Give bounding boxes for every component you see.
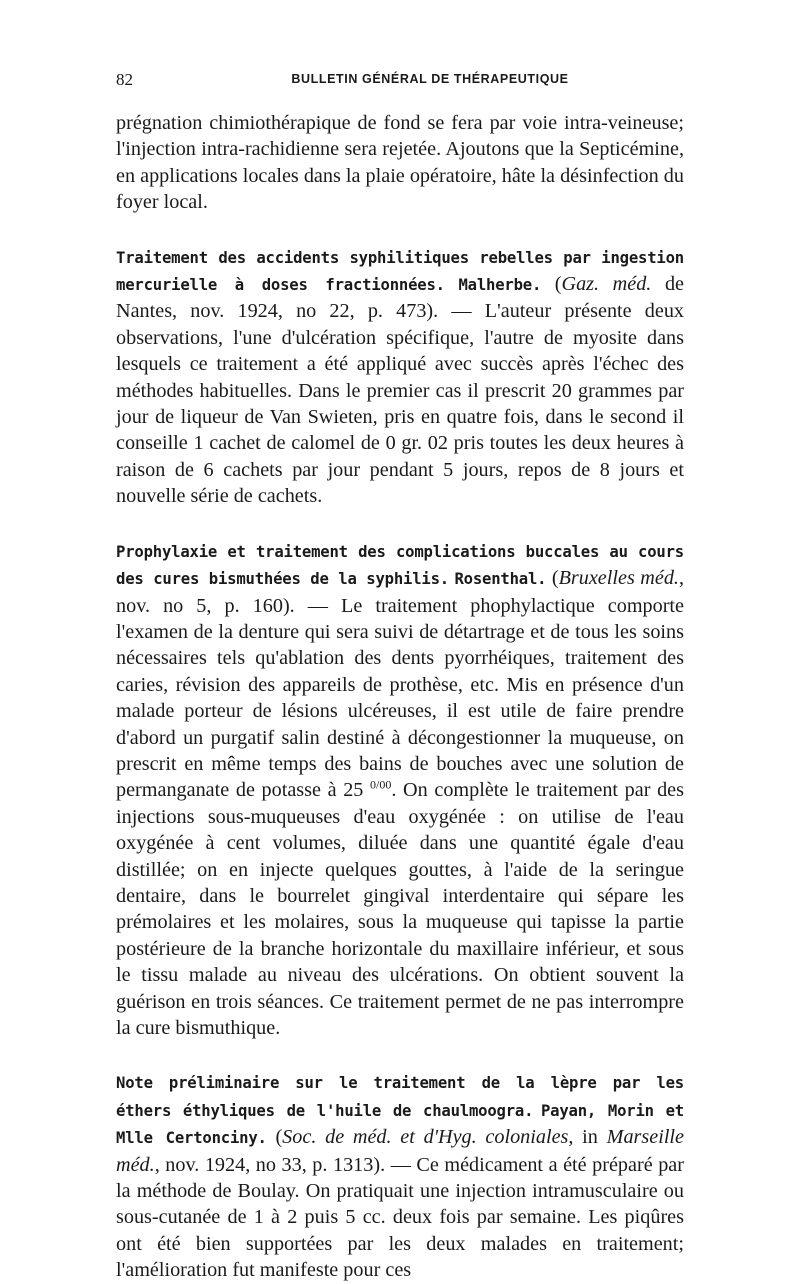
article-body: — Ce médicament a été préparé par la méthode de Boulay. On pratiquait une injection intramusculaire ou sous-cutanée de 1 à 2 puis 5 cc. deux fois par semaine. Les piqûres ont été bien supportées par les deux malades en traitement; l'amélioration fut manifeste pour ces [116,1153,684,1282]
running-head [116,66,684,96]
ref-open: ( [551,567,559,590]
article-body: — Le traitement phophylactique comporte l'examen de la denture qui sera suivi de détartrage et de tous les soins nécessaires tels qu'ablation des dents pyorrhéiques, traitement des caries, révision des appareils de prothèse, etc. Mis en présence d'un malade porteur de lésions ulcéreuses, il est utile de faire prendre d'abord un purgatif salin destiné à décongestionner la muqueuse, on prescrit en même temps des bains de bouches avec une solution de permanganate de potasse à 25 [116,594,684,802]
ref-open: ( [275,1126,283,1149]
article-title: Note préliminaire sur le traitement de la lèpre par les éthers éthyliques de l'huile de chaulmoogra. [116,1074,684,1120]
ref-open: ( [554,273,562,296]
journal-citation: Bruxelles méd. [558,567,679,590]
page-number: 82 [116,70,133,89]
article-rosenthal [116,538,684,1042]
article-body-continued: . On complète le traitement par des injections sous-muqueuses d'eau oxygénée : on utilise de l'eau oxygénée à cent volumes, diluée dans une quantité égale d'eau distillée; on en injecte quelques gouttes, à l'aide de la seringue dentaire, dans le bourrelet gingival interdentaire qui sépare les prémolaires et les molaires, sous la muqueuse qui tapisse la partie postérieure de la branche horizontale du maxillaire inférieur, et sous le tissu malade au niveau des ulcérations. On obtient souvent la guérison en trois séances. Ce traitement permet de ne pas interrompre la cure bismuthique. [116,779,684,1039]
reference-details: de Nantes, nov. 1924, no 22, p. 473). [116,273,684,323]
article-author: Malherbe. [458,276,542,295]
journal-title: BULLETIN GÉNÉRAL DE THÉRAPEUTIQUE [291,72,569,86]
journal-citation: Soc. de méd. et d'Hyg. coloniales [282,1126,569,1149]
article-body: — L'auteur présente deux observations, l'une d'ulcération spécifique, l'autre de myosite dans lesquels ce traitement a été appliqué avec succès après l'échec des méthodes habituelles. Dans le premier cas il prescrit 20 grammes par jour de liqueur de Van Swieten, pris en quatre fois, dans le second il conseille 1 cachet de calomel de 0 gr. 02 pris toutes les deux heures à raison de 6 cachets par jour pendant 5 jours, repos de 8 jours et nouvelle série de cachets. [116,300,685,508]
article-author: Payan, Morin et Mlle Certonciny. [116,1101,684,1148]
permille-sign: 0/00 [370,777,392,792]
document-page [116,66,684,1284]
intro-paragraph: prégnation chimiothérapique de fond se fera par voie intra-veineuse; l'injection intra-rachidienne sera rejetée. Ajoutons que la Septicémine, en applications locales dans la plaie opératoire, hâte la désinfection du foyer local. [116,112,684,214]
article-title: Traitement des accidents syphilitiques rebelles par ingestion mercurielle à doses fractionnées. [116,248,684,295]
article-malherbe [116,244,684,510]
journal-citation-2: Marseille méd. [116,1126,684,1176]
article-author: Rosenthal. [454,570,547,589]
article-title: Prophylaxie et traitement des complications buccales au cours des cures bismuthées de la syphilis. [116,542,684,589]
reference-details: , nov. 1924, no 33, p. 1313). [154,1153,386,1176]
reference-details: , nov. no 5, p. 160). [116,567,685,617]
reference-mid: , in [568,1126,598,1149]
article-payan [116,1069,684,1283]
journal-citation: Gaz. méd. [561,273,652,296]
